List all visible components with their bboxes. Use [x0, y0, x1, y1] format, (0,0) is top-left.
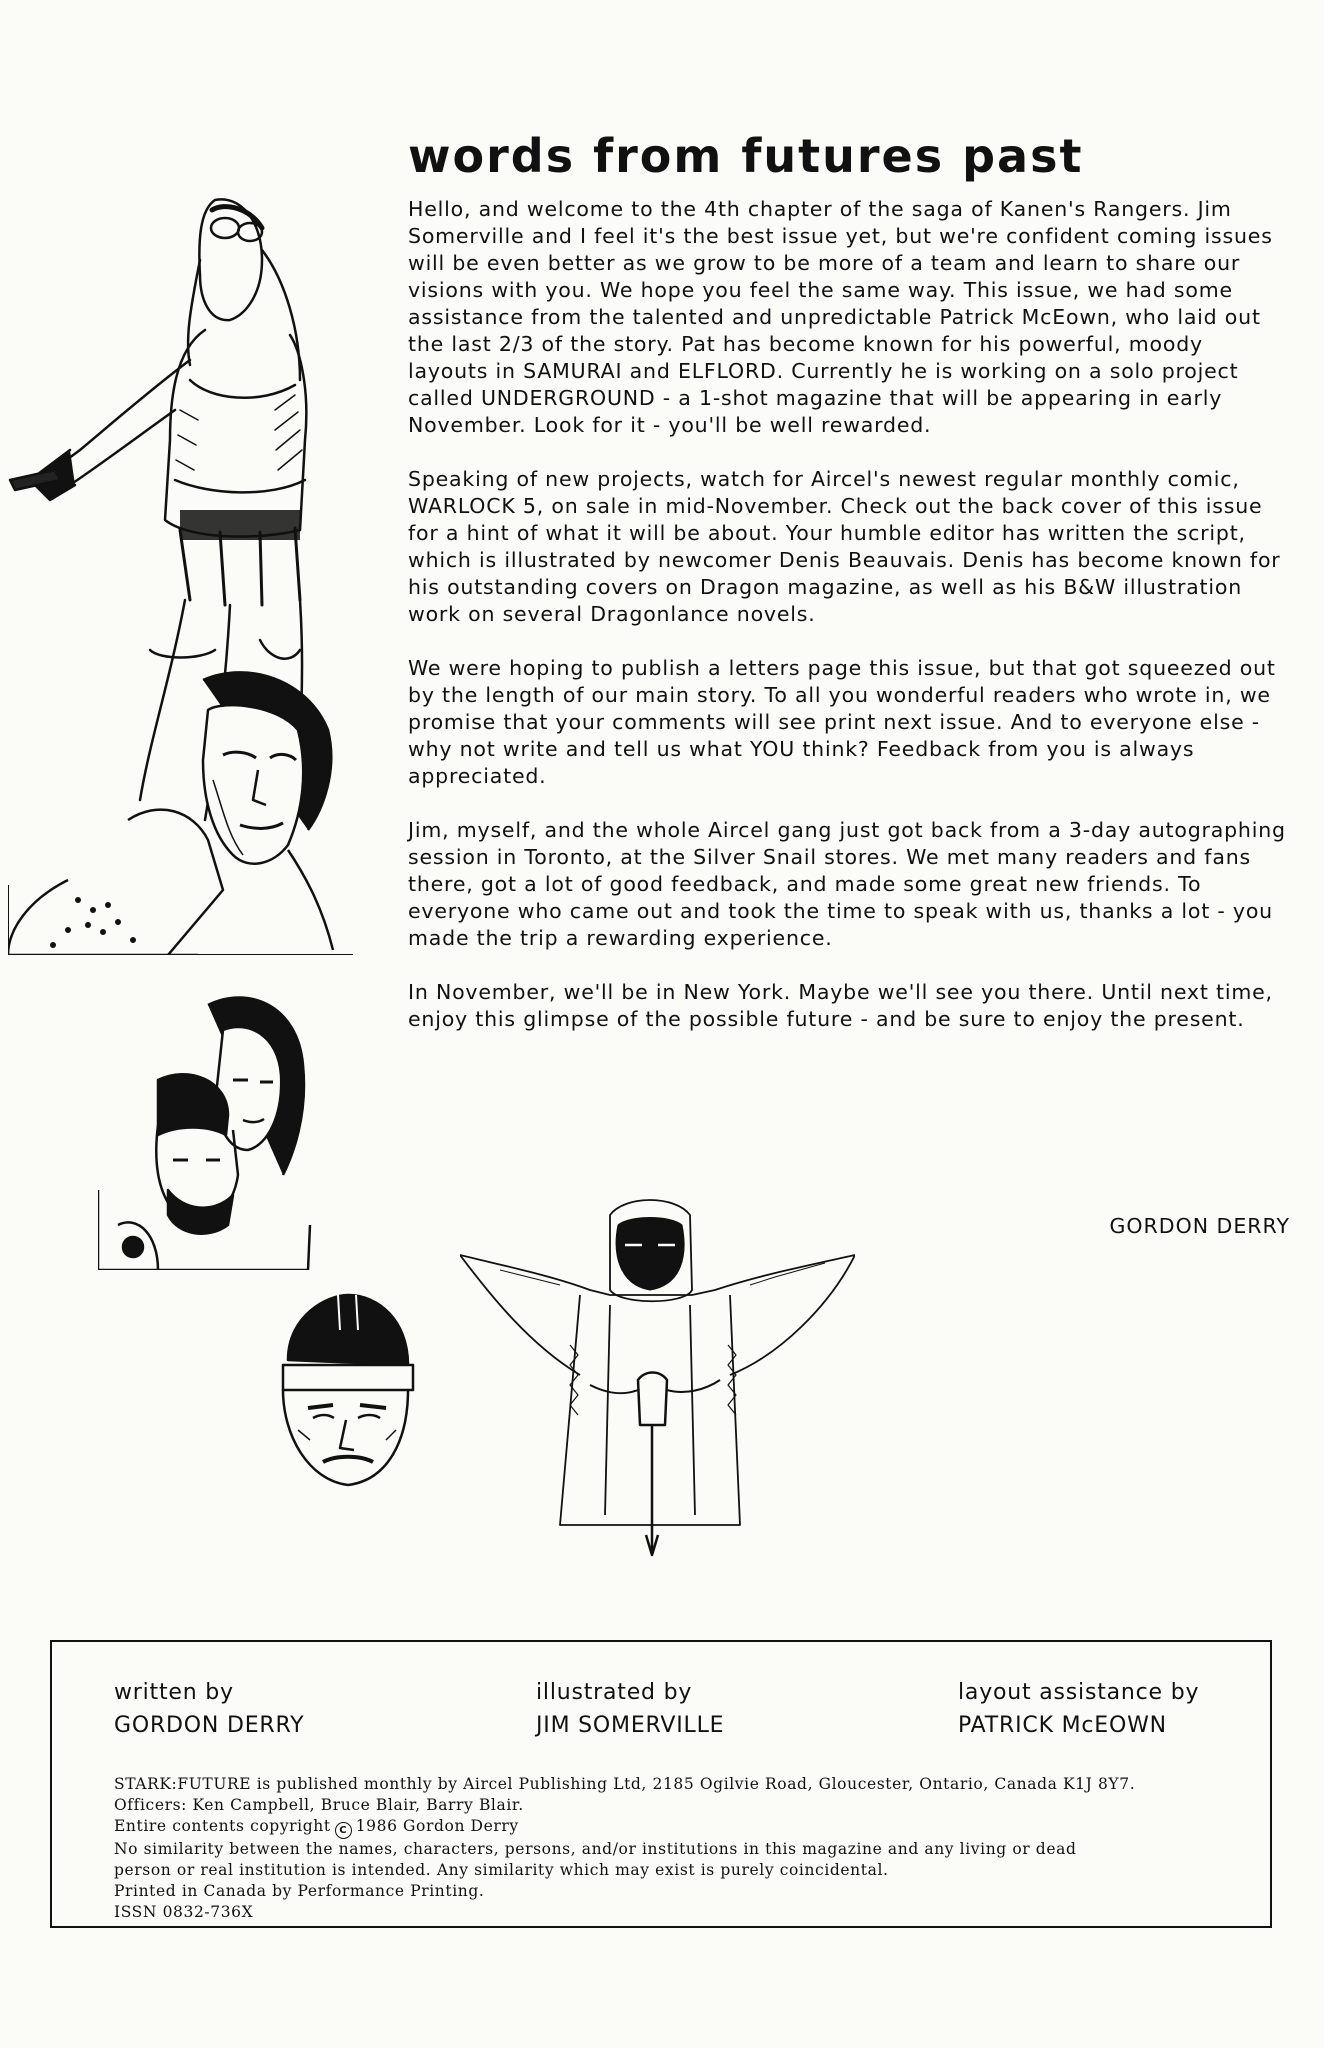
helmeted-soldier-illustration	[268, 1290, 418, 1490]
publication-fineprint	[114, 1774, 1234, 1923]
copyright-year: 1986 Gordon Derry	[355, 1817, 519, 1835]
letter-paragraph: Speaking of new projects, watch for Aircel's newest regular monthly comic, WARLOCK 5, on sale in mid-November. Check out the back cover of this issue for a hint of what it will be about. Your humble editor has written the script, which is illustrated by newcomer Denis Beauvais. Denis has become known for his outstanding covers on Dragon magazine, as well as his B&W illustration work on several Dragonlance novels.	[408, 467, 1281, 626]
letter-paragraph: We were hoping to publish a letters page this issue, but that got squeezed out by the length of our main story. To all you wonderful readers who wrote in, we promise that your comments will see print next issue. And to everyone else - why not write and tell us what YOU think? Feedback from you is always appreciated.	[408, 656, 1276, 788]
fineprint-line: No similarity between the names, characters, persons, and/or institutions in this magazine and any living or dead	[114, 1840, 1077, 1858]
page-title: words from futures past	[408, 129, 1084, 183]
artist-credit	[536, 1676, 724, 1742]
fineprint-line: Printed in Canada by Performance Printing.	[114, 1882, 485, 1900]
layout-name: PATRICK McEOWN	[958, 1713, 1167, 1738]
companions-illustration	[98, 985, 313, 1270]
layout-credit	[958, 1676, 1199, 1742]
artist-name: JIM SOMERVILLE	[536, 1713, 725, 1738]
letter-paragraph: Hello, and welcome to the 4th chapter of the saga of Kanen's Rangers. Jim Somerville and I feel it's the best issue yet, but we're confident coming issues will be even better as we grow to be more of a team and learn to share our visions with you. We hope you feel the same way. This issue, we had some assistance from the talented and unpredictable Patrick McEown, who laid out the last 2/3 of the story. Pat has become known for his powerful, moody layouts in SAMURAI and ELFLORD. Currently he is working on a solo project called UNDERGROUND - a 1-shot magazine that will be appearing in early November. Look for it - you'll be well rewarded.	[408, 197, 1273, 437]
fineprint-line	[114, 1816, 1234, 1839]
fineprint-line: ISSN 0832-736X	[114, 1903, 254, 1921]
writer-name: GORDON DERRY	[114, 1713, 305, 1738]
letter-paragraph: Jim, myself, and the whole Aircel gang just got back from a 3-day autographing session in Toronto, at the Silver Snail stores. We met many readers and fans there, got a lot of good feedback, and made some great new friends. To everyone who came out and took the time to speak with us, thanks a lot - you made the trip a rewarding experience.	[408, 818, 1286, 950]
copyright-text: Entire contents copyright	[114, 1817, 331, 1835]
fineprint-line: person or real institution is intended. Any similarity which may exist is purely coincidental.	[114, 1861, 889, 1879]
artist-role: illustrated by	[536, 1680, 693, 1705]
editorial-letter	[408, 196, 1288, 1060]
letter-paragraph: In November, we'll be in New York. Maybe we'll see you there. Until next time, enjoy this glimpse of the possible future - and be sure to enjoy the present.	[408, 980, 1273, 1031]
fineprint-line: Officers: Ken Campbell, Bruce Blair, Barry Blair.	[114, 1796, 524, 1814]
ranger-man-illustration	[8, 660, 353, 955]
copyright-icon: C	[335, 1822, 352, 1839]
writer-credit	[114, 1676, 304, 1742]
fineprint-line: STARK:FUTURE is published monthly by Aircel Publishing Ltd, 2185 Ogilvie Road, Gloucester, Ontario, Canada K1J 8Y7.	[114, 1775, 1136, 1793]
credits-box	[50, 1640, 1272, 1928]
editor-signature: GORDON DERRY	[1109, 1214, 1290, 1238]
robed-warrior-illustration	[460, 1195, 855, 1575]
layout-role: layout assistance by	[958, 1680, 1200, 1705]
writer-role: written by	[114, 1680, 234, 1705]
